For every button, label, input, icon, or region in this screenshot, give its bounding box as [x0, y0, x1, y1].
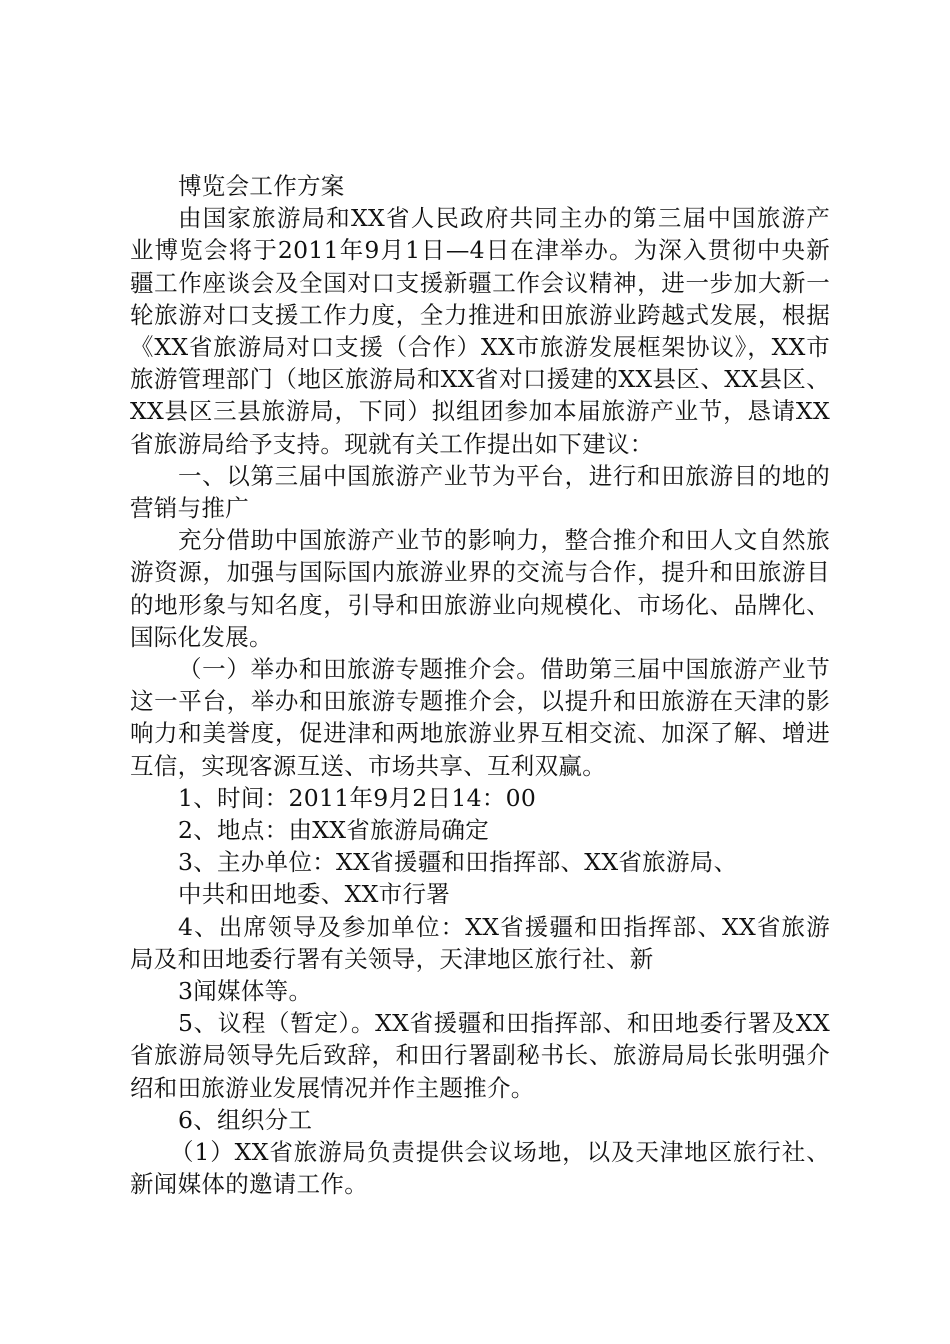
- list-item-division-1: （1）XX省旅游局负责提供会议场地，以及天津地区旅行社、新闻媒体的邀请工作。: [130, 1138, 830, 1199]
- list-item-attendees: 4、出席领导及参加单位：XX省援疆和田指挥部、XX省旅游局及和田地委行署有关领导，天津地区旅行社、新: [130, 912, 830, 973]
- document-body: [130, 170, 830, 1201]
- list-item-agenda: 5、议程（暂定）。XX省援疆和田指挥部、和田地委行署及XX省旅游局领导先后致辞，和田行署副秘书长、旅游局局长张明强介绍和田旅游业发展情况并作主题推介。: [130, 1009, 830, 1102]
- list-item-time: 1、时间：2011年9月2日14：00: [178, 783, 537, 812]
- subsection-heading-1: （一）举办和田旅游专题推介会。借助第三届中国旅游产业节这一平台，举办和田旅游专题推介会，以提升和田旅游在天津的影响力和美誉度，促进津和两地旅游业界互相交流、加深了解、增进互信，实现客源互送、市场共享、互利双赢。: [130, 655, 830, 780]
- paragraph-section-1: 充分借助中国旅游产业节的影响力，整合推介和田人文自然旅游资源，加强与国际国内旅游业界的交流与合作，提升和田旅游目的地形象与知名度，引导和田旅游业向规模化、市场化、品牌化、国际化发展。: [130, 526, 830, 651]
- paragraph-intro: 由国家旅游局和XX省人民政府共同主办的第三届中国旅游产业博览会将于2011年9月1日—4日在津举办。为深入贯彻中央新疆工作座谈会及全国对口支援新疆工作会议精神，进一步加大新一轮旅游对口支援工作力度，全力推进和田旅游业跨越式发展，根据《XX省旅游局对口支援（合作）XX市旅游发展框架协议》，XX市旅游管理部门（地区旅游局和XX省对口援建的XX县区、XX县区、XX县区三县旅游局，下同）拟组团参加本届旅游产业节，恳请XX省旅游局给予支持。现就有关工作提出如下建议：: [130, 204, 830, 458]
- list-item-division: 6、组织分工: [178, 1105, 313, 1134]
- document-title: 博览会工作方案: [178, 172, 345, 200]
- list-item-attendees-cont: 3闻媒体等。: [178, 977, 313, 1006]
- list-item-organizers: 3、主办单位：XX省援疆和田指挥部、XX省旅游局、: [178, 848, 738, 877]
- section-heading-1: 一、以第三届中国旅游产业节为平台，进行和田旅游目的地的营销与推广: [130, 461, 830, 523]
- list-item-organizers-cont: 中共和田地委、XX市行署: [178, 880, 451, 909]
- list-item-location: 2、地点：由XX省旅游局确定: [178, 816, 490, 845]
